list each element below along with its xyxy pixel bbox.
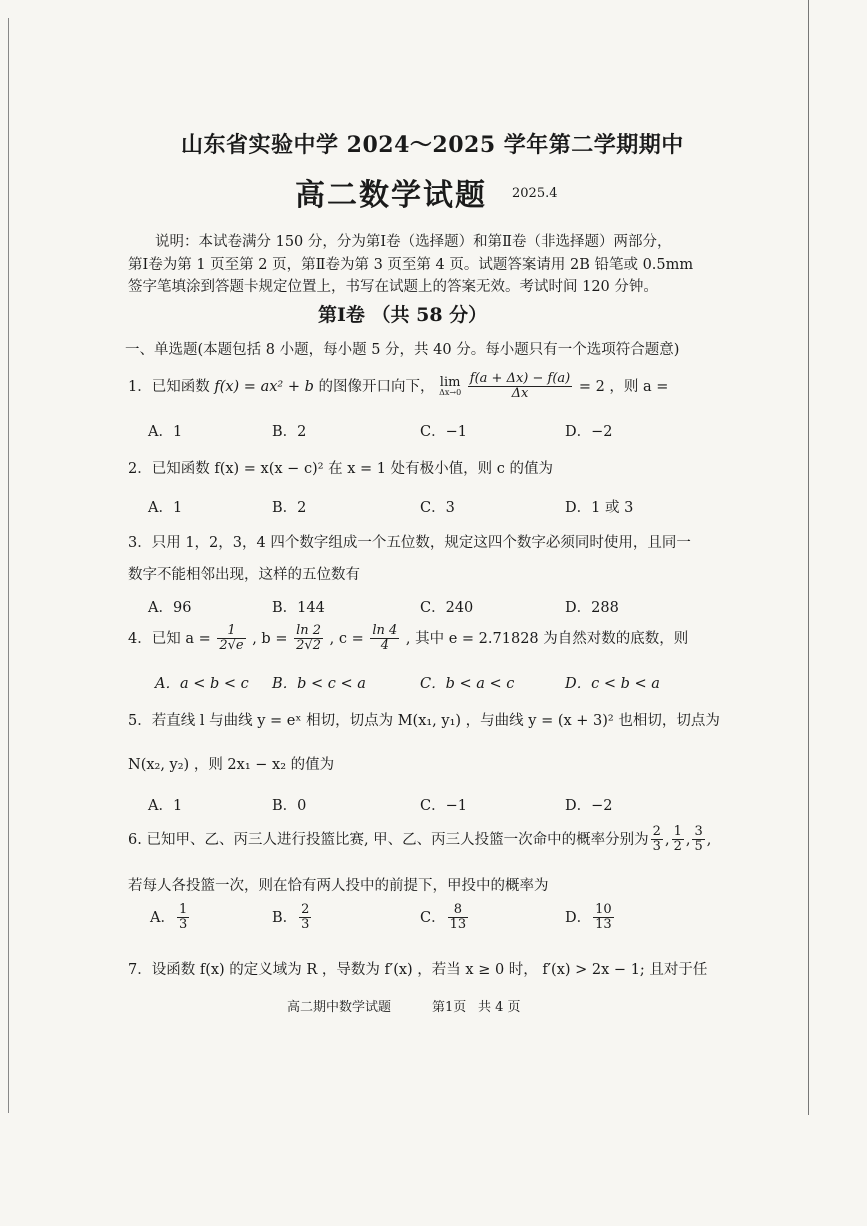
q6-option-a: A． $\frac{1}{3}$ bbox=[150, 902, 188, 933]
q4-c-label: , c = bbox=[325, 630, 369, 647]
instruction-line-2: 第Ⅰ卷为第 1 页至第 2 页，第Ⅱ卷为第 3 页至第 4 页。试题答案请用 2B 铅笔或 0.5mm bbox=[128, 257, 694, 273]
exam-date: 2025.4 bbox=[512, 186, 558, 201]
question-7-line-1: 7．设函数 f(x) 的定义域为 R ，导数为 f′(x) ，若当 x ≥ 0 时， f′(x) > 2x − 1; 且对于任 bbox=[128, 962, 708, 978]
question-6-line-1: 6. 已知甲、乙、丙三人进行投篮比赛, 甲、乙、丙三人投篮一次命中的概率分别为 $\frac{2}{3}$ , $\frac{1}{2}$ , $\frac{3}{5}$ , bbox=[128, 824, 712, 855]
exam-title: 山东省实验中学 2024～2025 学年第二学期期中 bbox=[181, 132, 684, 158]
q3-option-a: A．96 bbox=[148, 600, 192, 616]
instruction-line-1: 说明：本试卷满分 150 分，分为第Ⅰ卷（选择题）和第Ⅱ卷（非选择题）两部分， bbox=[155, 234, 672, 250]
q6-prefix: 6. 已知甲、乙、丙三人进行投篮比赛, 甲、乙、丙三人投篮一次命中的概率分别为 bbox=[128, 831, 649, 848]
footer-exam-name: 高二期中数学试题 bbox=[287, 1000, 392, 1015]
q4-option-b: B．b < c < a bbox=[272, 676, 366, 692]
q1-mid: 的图像开口向下， bbox=[313, 378, 435, 395]
q3-option-c: C．240 bbox=[420, 600, 474, 616]
q6-option-b: B． $\frac{2}{3}$ bbox=[272, 902, 310, 933]
instruction-line-3: 签字笔填涂到答题卡规定位置上，书写在试题上的答案无效。考试时间 120 分钟。 bbox=[128, 279, 658, 295]
section-title: 第Ⅰ卷 （共 58 分） bbox=[318, 304, 488, 326]
q4-a-fraction: $\frac{1}{2√e}$ bbox=[219, 623, 244, 654]
q4-option-c: C．b < a < c bbox=[420, 676, 515, 692]
q2-option-d: D．1 或 3 bbox=[565, 500, 634, 516]
question-3-line-1: 3．只用 1，2，3，4 四个数字组成一个五位数，规定这四个数字必须同时使用，且同一 bbox=[128, 535, 691, 551]
q1-option-d: D．−2 bbox=[565, 424, 613, 440]
q6-prob-1: $\frac{2}{3}$ bbox=[652, 824, 661, 855]
question-5-line-1: 5．若直线 l 与曲线 y = eˣ 相切，切点为 M(x₁, y₁) ，与曲线 y = (x + 3)² 也相切，切点为 bbox=[128, 713, 720, 729]
q1-option-b: B．2 bbox=[272, 424, 307, 440]
q1-fraction: $\frac{f(a + \Delta x) - f(a)}{\Delta x}$ bbox=[469, 371, 571, 402]
question-4 bbox=[128, 624, 688, 654]
q4-tail: , 其中 e = 2.71828 为自然对数的底数，则 bbox=[401, 630, 689, 647]
q1-option-a: A．1 bbox=[148, 424, 183, 440]
question-2: 2．已知函数 f(x) = x(x − c)² 在 x = 1 处有极小值，则 c 的值为 bbox=[128, 461, 553, 477]
q4-option-d: D．c < b < a bbox=[565, 676, 660, 692]
q3-option-d: D．288 bbox=[565, 600, 619, 616]
q1-limit: lim Δx→0 bbox=[439, 375, 462, 398]
q5-option-c: C．−1 bbox=[420, 798, 467, 814]
q6-prob-3: $\frac{3}{5}$ bbox=[694, 824, 703, 855]
q4-prefix: 4．已知 a = bbox=[128, 630, 216, 647]
footer-total-pages: 共 4 页 bbox=[478, 1000, 521, 1015]
q6-option-d: D． $\frac{10}{13}$ bbox=[565, 902, 612, 933]
section-subtitle: 一、单选题(本题包括 8 小题，每小题 5 分，共 40 分。每小题只有一个选项符合题意) bbox=[125, 342, 680, 358]
q6-option-c: C． $\frac{8}{13}$ bbox=[420, 902, 467, 933]
q1-function: f(x) = ax² + b bbox=[214, 378, 314, 395]
q4-b-fraction: $\frac{\ln 2}{2√2}$ bbox=[296, 623, 322, 654]
q1-prefix: 1．已知函数 bbox=[128, 378, 215, 395]
question-1 bbox=[128, 372, 668, 402]
q5-option-b: B．0 bbox=[272, 798, 307, 814]
footer-page-number: 第1页 bbox=[432, 1000, 467, 1015]
q6-prob-2: $\frac{1}{2}$ bbox=[673, 824, 682, 855]
q2-option-b: B．2 bbox=[272, 500, 307, 516]
question-5-line-2: N(x₂, y₂) ，则 2x₁ − x₂ 的值为 bbox=[128, 757, 335, 773]
q5-option-a: A．1 bbox=[148, 798, 183, 814]
q4-option-a: A．a < b < c bbox=[155, 676, 249, 692]
question-6-line-2: 若每人各投篮一次，则在恰有两人投中的前提下，甲投中的概率为 bbox=[128, 878, 549, 894]
q4-c-fraction: $\frac{\ln 4}{4}$ bbox=[372, 623, 398, 654]
q1-option-c: C．−1 bbox=[420, 424, 467, 440]
q4-b-label: , b = bbox=[247, 630, 293, 647]
exam-subtitle: 高二数学试题 bbox=[295, 178, 487, 213]
question-3-line-2: 数字不能相邻出现，这样的五位数有 bbox=[128, 567, 360, 583]
q3-option-b: B．144 bbox=[272, 600, 325, 616]
q5-option-d: D．−2 bbox=[565, 798, 613, 814]
q2-option-a: A．1 bbox=[148, 500, 183, 516]
q2-option-c: C．3 bbox=[420, 500, 455, 516]
q1-tail: = 2 ，则 a = bbox=[574, 378, 669, 395]
